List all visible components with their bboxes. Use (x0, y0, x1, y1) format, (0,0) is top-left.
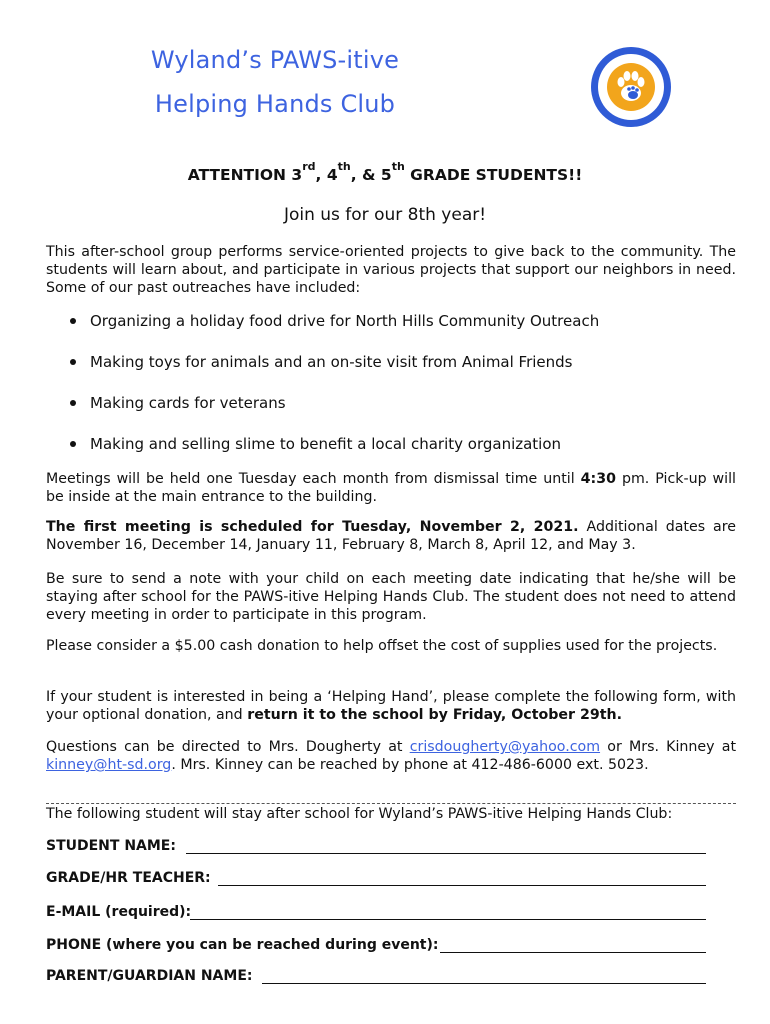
questions-text-3: . Mrs. Kinney can be reached by phone at 412-486-6000 ext. 5023. (171, 757, 649, 773)
attention-prefix: ATTENTION 3 (187, 166, 303, 184)
attention-mid-1: , 4 (315, 166, 338, 184)
form-request-text: If your student is interested in being a ‘Helping Hand’, please complete the following form, with your optional donation, and (46, 689, 736, 723)
student-name-field[interactable] (186, 853, 706, 854)
attention-suffix: GRADE STUDENTS!! (404, 166, 583, 184)
email-label: E-MAIL (required): (46, 904, 192, 920)
meetings-text-before: Meetings will be held one Tuesday each month from dismissal time until (46, 471, 581, 487)
list-item: Making and selling slime to benefit a local charity organization (68, 433, 599, 474)
phone-field[interactable] (440, 952, 706, 953)
parent-name-label: PARENT/GUARDIAN NAME: (46, 968, 253, 984)
send-note-paragraph: Be sure to send a note with your child on each meeting date indicating that he/she will be staying after school for the PAWS-itive Helping Hands Club. The student does not need to attend every meeting in order to participate in this program. (46, 571, 736, 623)
first-meeting-paragraph (46, 518, 736, 554)
intro-paragraph: This after-school group performs service-oriented projects to give back to the community. The students will learn about, and participate in various projects that support our neighbors in need. Some of our past outreaches have included: (46, 244, 736, 296)
meetings-text-after: pm. Pick-up will be inside at the main entrance to the building. (46, 471, 736, 505)
meetings-time: 4:30 (580, 471, 616, 487)
attention-mid-2: , & 5 (350, 166, 392, 184)
dougherty-email-link[interactable]: crisdougherty@yahoo.com (409, 739, 601, 755)
questions-paragraph (46, 738, 736, 774)
questions-text-2: or Mrs. Kinney at (600, 739, 737, 755)
form-statement: The following student will stay after school for Wyland’s PAWS-itive Helping Hands Club: (46, 806, 673, 822)
meetings-paragraph (46, 470, 736, 506)
title-line-1: Wyland’s PAWS-itive (150, 46, 400, 74)
attention-heading (0, 160, 770, 184)
parent-name-field[interactable] (262, 983, 706, 984)
list-item: Making cards for veterans (68, 392, 599, 433)
attention-sup-th-1: th (337, 160, 351, 173)
attention-sup-rd: rd (302, 160, 316, 173)
club-logo-paw-icon (590, 46, 672, 128)
list-item: Organizing a holiday food drive for North Hills Community Outreach (68, 310, 599, 351)
additional-dates: Additional dates are November 16, December 14, January 11, February 8, March 8, April 12, and May 3. (46, 519, 737, 553)
kinney-email-link[interactable]: kinney@ht-sd.org (46, 757, 172, 773)
first-meeting-date: The first meeting is scheduled for Tuesday, November 2, 2021. (46, 519, 579, 535)
phone-label: PHONE (where you can be reached during event): (46, 937, 439, 953)
student-name-label: STUDENT NAME: (46, 838, 176, 854)
return-deadline: return it to the school by Friday, October 29th. (247, 707, 622, 723)
cut-line-divider (46, 803, 736, 804)
join-subtitle: Join us for our 8th year! (283, 205, 487, 225)
list-item: Making toys for animals and an on-site visit from Animal Friends (68, 351, 599, 392)
title-line-2: Helping Hands Club (154, 90, 396, 118)
grade-teacher-label: GRADE/HR TEACHER: (46, 870, 211, 886)
donation-paragraph: Please consider a $5.00 cash donation to help offset the cost of supplies used for the projects. (46, 638, 718, 654)
questions-text-1: Questions can be directed to Mrs. Dougherty at (46, 739, 410, 755)
form-request-paragraph (46, 688, 736, 724)
outreach-list (68, 310, 599, 474)
grade-teacher-field[interactable] (218, 885, 706, 886)
email-field[interactable] (190, 919, 706, 920)
attention-sup-th-2: th (391, 160, 405, 173)
